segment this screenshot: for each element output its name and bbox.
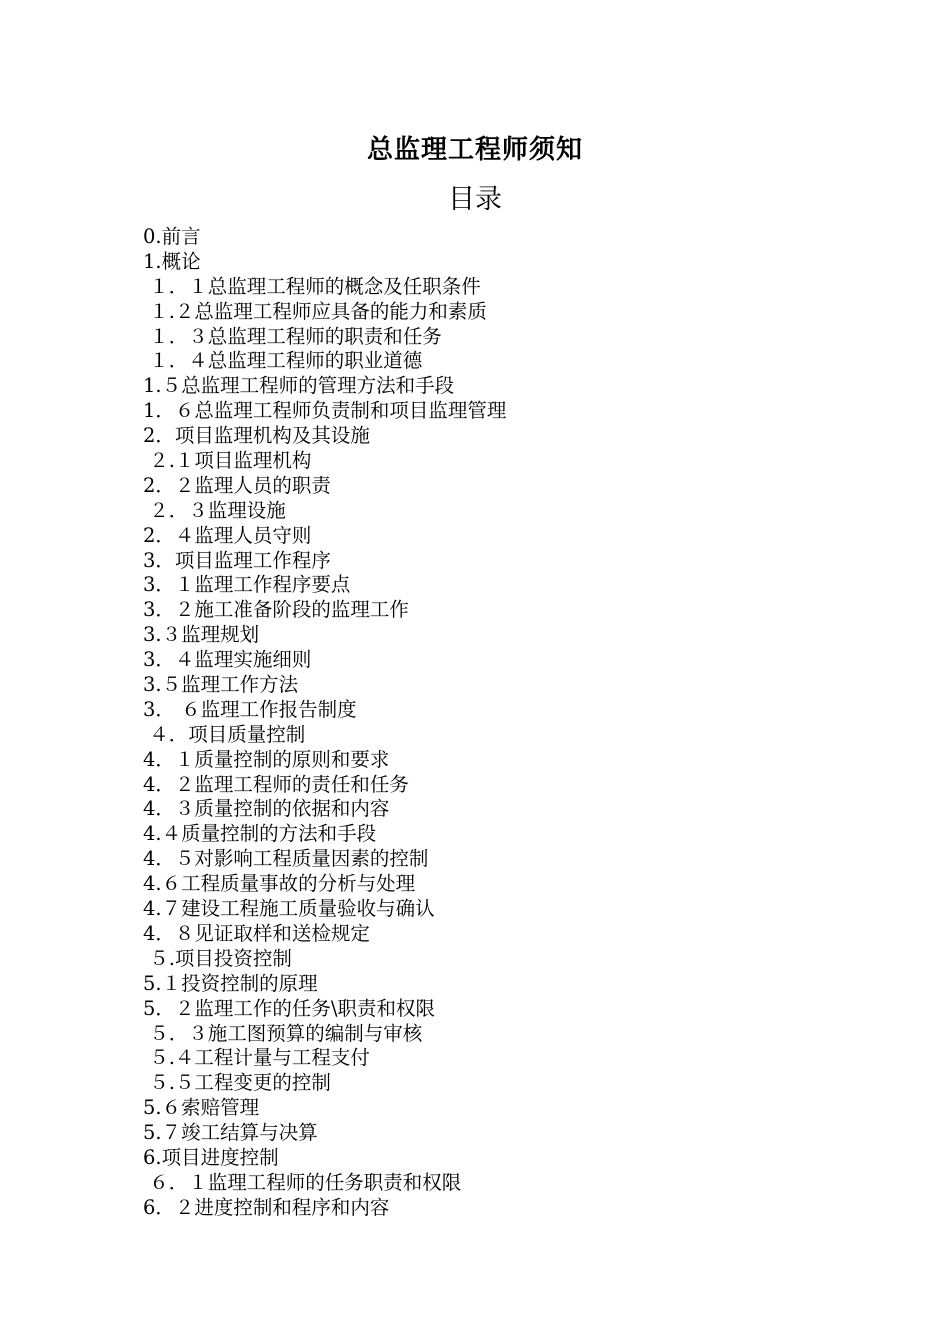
toc-entry: 3． ６监理工作报告制度	[143, 697, 357, 721]
toc-entry: 6．２进度控制和程序和内容	[143, 1195, 390, 1219]
toc-entry: 4．２监理工程师的责任和任务	[143, 772, 409, 796]
toc-entry: 1.概论	[143, 249, 201, 273]
toc-entry: 4．３质量控制的依据和内容	[143, 797, 390, 821]
toc-entry: 3．１监理工作程序要点	[143, 573, 351, 597]
toc-entry: ５.项目投资控制	[143, 946, 292, 970]
toc-entry: ６．１监理工程师的任务职责和权限	[143, 1170, 462, 1194]
toc-entry: 4．１质量控制的原则和要求	[143, 747, 390, 771]
toc-entry: 3.３监理规划	[143, 623, 260, 647]
toc-entry: 5．２监理工作的任务\职责和权限	[143, 996, 435, 1020]
toc-entry: 4．８见证取样和送检规定	[143, 921, 370, 945]
toc-entry: １．１总监理工程师的概念及任职条件	[143, 274, 481, 298]
toc-heading: 目录	[448, 184, 502, 215]
table-of-contents	[143, 225, 843, 1221]
toc-entry: 2．４监理人员守则	[143, 523, 312, 547]
toc-entry: 2．２监理人员的职责	[143, 473, 331, 497]
toc-entry: 2．项目监理机构及其设施	[143, 424, 370, 448]
document-title: 总监理工程师须知	[366, 135, 583, 165]
toc-entry: １．３总监理工程师的职责和任务	[143, 324, 442, 348]
toc-entry: 3．２施工准备阶段的监理工作	[143, 598, 409, 622]
toc-entry: 0.前言	[143, 225, 201, 248]
toc-entry: 1．６总监理工程师负责制和项目监理管理	[143, 399, 507, 423]
toc-entry: 1.５总监理工程师的管理方法和手段	[143, 374, 455, 398]
toc-entry: 5.１投资控制的原理	[143, 971, 318, 995]
toc-entry: 4.６工程质量事故的分析与处理	[143, 872, 416, 896]
toc-entry: ５.４工程计量与工程支付	[143, 1046, 370, 1070]
toc-entry: ４．项目质量控制	[143, 722, 306, 746]
toc-entry: ２.１项目监理机构	[143, 449, 312, 473]
toc-entry: 6.项目进度控制	[143, 1145, 279, 1169]
toc-entry: 4.７建设工程施工质量验收与确认	[143, 897, 435, 921]
toc-entry: 3.５监理工作方法	[143, 673, 299, 697]
toc-entry: 5.７竣工结算与决算	[143, 1121, 318, 1145]
toc-entry: 4.４质量控制的方法和手段	[143, 822, 377, 846]
toc-entry: ５.５工程变更的控制	[143, 1071, 331, 1095]
toc-entry: ２．３监理设施	[143, 498, 286, 522]
toc-entry: １.２总监理工程师应具备的能力和素质	[143, 299, 487, 323]
toc-entry: 5.６索赔管理	[143, 1096, 260, 1120]
toc-entry: １．４总监理工程师的职业道德	[143, 349, 423, 373]
toc-entry: 3．４监理实施细则	[143, 648, 312, 672]
toc-entry: 4．５对影响工程质量因素的控制	[143, 847, 429, 871]
toc-entry: ５．３施工图预算的编制与审核	[143, 1021, 423, 1045]
toc-entry: 3．项目监理工作程序	[143, 548, 331, 572]
